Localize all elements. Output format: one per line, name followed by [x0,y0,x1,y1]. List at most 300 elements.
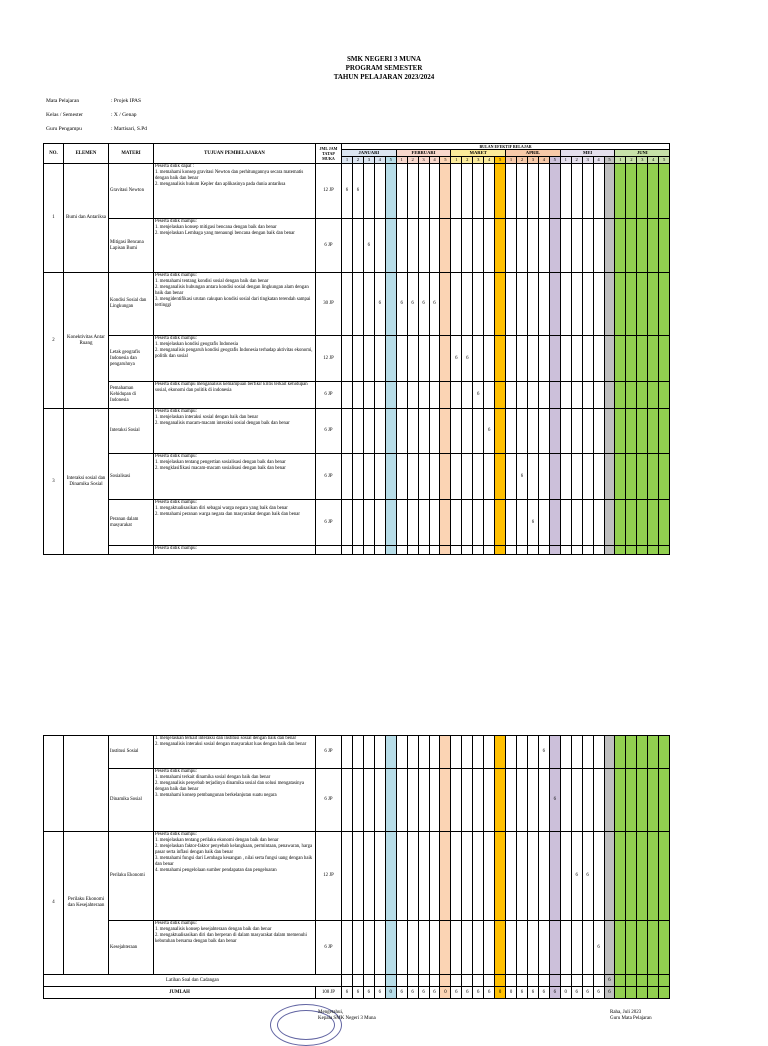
cell-jml-jam: 6 JP [316,500,342,546]
cell-week [407,409,418,454]
tujuan-line: 2. menganalisis pengaruh kondisi geografis Indonesia terhadap aktivitas ekonomi, politik dan sosial [155,348,313,359]
cell-week [648,454,659,500]
tujuan-line: 1. memahami terkait dinamika sosial dengan baik dan benar [155,775,271,780]
cell-week [440,546,451,555]
tujuan-line: Peserta didik mampu: [155,273,197,278]
cell-week [385,975,396,987]
tujuan-line: Peserta didik mampu: [155,336,197,341]
year-title: TAHUN PELAJARAN 2023/2024 [333,73,435,81]
cell-week [560,273,571,336]
cell-week [495,409,506,454]
cell-week [418,546,429,555]
cell-tujuan [154,921,316,975]
cell-week [473,975,484,987]
cell-week [440,409,451,454]
cell-week [440,336,451,382]
cell-week [538,975,549,987]
cell-week [451,500,462,546]
header-week: 5 [604,157,615,164]
cell-week [648,769,659,832]
cell-week: 6 [342,987,353,999]
cell-week [527,273,538,336]
cell-week [429,769,440,832]
document-page-2 [0,735,768,1024]
cell-week [418,336,429,382]
cell-week: 6 [473,987,484,999]
cell-week [582,409,593,454]
cell-jml-jam: 12 JP [316,336,342,382]
cell-week [549,546,560,555]
cell-week [626,975,637,987]
cell-week [538,336,549,382]
header-week: 5 [385,157,396,164]
cell-week [659,769,670,832]
cell-week [396,454,407,500]
cell-week [363,336,374,382]
cell-week [363,769,374,832]
cell-week [385,382,396,409]
cell-week [407,546,418,555]
cell-week: 6 [571,832,582,921]
header-week: 3 [473,157,484,164]
cell-week [495,336,506,382]
cell-week [396,382,407,409]
cell-week [407,500,418,546]
cell-week [560,546,571,555]
cell-week: 6 [517,987,528,999]
cell-week [363,382,374,409]
cell-materi: Gravitasi Newton [109,164,154,219]
cell-week [582,219,593,273]
footer-left-line1: Mengetahui, [318,1010,344,1015]
cell-week [626,832,637,921]
cell-week [451,975,462,987]
cell-tujuan [154,500,316,546]
cell-week [506,336,517,382]
tujuan-line: 2. menganalisis penyebab terjadinya dinamika sosial dan solusi mengatasinya dengan baik dan benar [155,781,305,792]
cell-week [418,736,429,769]
cell-week [538,921,549,975]
cell-week [659,546,670,555]
cell-week: 6 [582,987,593,999]
cell-week [637,336,648,382]
tujuan-line: 2. menganalisis macam-macam interaksi sosial dengan baik dan benar [155,421,290,426]
cell-week [626,382,637,409]
tujuan-line: 1. menjelaskan tentang perilaku ekonomi dengan baik dan benar [155,838,279,843]
cell-tujuan [154,454,316,500]
cell-week [593,164,604,219]
cell-week [593,219,604,273]
table-row [44,921,670,975]
cell-week [626,336,637,382]
cell-week [451,219,462,273]
cell-week [659,736,670,769]
tujuan-line: 3. mengidentifikasi urutan cakupan kondisi sosial dari tingkatan terendah sampai tertinggi [155,297,311,308]
cell-week [462,219,473,273]
cell-week [462,546,473,555]
cell-tujuan [154,382,316,409]
cell-week: 6 [418,987,429,999]
cell-week [385,500,396,546]
cell-week [396,336,407,382]
cell-week [440,273,451,336]
cell-week [495,832,506,921]
cell-week: 6 [549,987,560,999]
cell-week [385,832,396,921]
cell-week [648,921,659,975]
cell-week [560,336,571,382]
cell-week [484,921,495,975]
cell-week [615,546,626,555]
cell-week [363,546,374,555]
tujuan-line: 2. menganalisis hubungan antara kondisi sosial dengan lingkungan alam dengan baik dan benar [155,285,309,296]
cell-week [593,832,604,921]
cell-week [429,219,440,273]
cell-week: 0 [560,987,571,999]
tujuan-line: 1. mengaktualisasikan diri sebagai warga negara yang baik dan benar [155,506,288,511]
cell-week [593,975,604,987]
cell-week [615,832,626,921]
cell-week [484,164,495,219]
cell-week [626,409,637,454]
cell-week [648,409,659,454]
table-row [44,736,670,769]
cell-week [385,273,396,336]
cell-week [462,382,473,409]
cell-week [582,975,593,987]
cell-week [352,409,363,454]
cell-week: 0 [440,987,451,999]
cell-week [604,219,615,273]
cell-week [451,273,462,336]
cell-week: 6 [473,382,484,409]
cell-week: 6 [352,164,363,219]
jumlah-row [44,987,670,999]
cell-week [506,500,517,546]
cell-week [506,546,517,555]
cell-week [352,382,363,409]
cell-week [648,987,659,999]
cell-week [626,546,637,555]
cell-week [571,546,582,555]
cell-week [473,832,484,921]
cell-jml-jam: 6 JP [316,921,342,975]
cell-week [429,164,440,219]
cell-week [560,736,571,769]
cell-week [517,769,528,832]
cell-week [527,769,538,832]
cell-elemen [64,736,109,832]
cell-week [648,736,659,769]
cell-week [527,382,538,409]
cell-week: 6 [396,987,407,999]
cell-week [604,336,615,382]
cell-week [484,382,495,409]
cell-week [495,164,506,219]
cell-week [517,975,528,987]
cell-week [506,409,517,454]
cell-week [560,921,571,975]
cell-week [615,409,626,454]
cell-week [549,273,560,336]
cell-week [462,832,473,921]
cell-elemen: Bumi dan Antariksa [64,164,109,273]
cell-week [374,769,385,832]
meta-subject: Mata Pelajaran : Projek IPAS [46,98,142,104]
cell-week [527,164,538,219]
cell-week [352,832,363,921]
cell-week [342,382,353,409]
header-bulan-efektif: BULAN EFEKTIF BELAJAR [342,144,670,150]
cell-week: 6 [527,500,538,546]
cell-week [549,832,560,921]
table-row [44,409,670,454]
cell-week [527,975,538,987]
cell-week [593,500,604,546]
cell-week [615,975,626,987]
cell-week [648,975,659,987]
cell-week [385,921,396,975]
cell-materi: Mitigasi Bencana Lapisan Bumi [109,219,154,273]
latihan-label: Latihan Soal dan Cadangan [44,975,342,987]
cell-week [363,500,374,546]
cell-week: 6 [462,336,473,382]
cell-week [342,500,353,546]
cell-week [593,769,604,832]
cell-week [418,409,429,454]
cell-week [495,219,506,273]
tujuan-line: 2. menganalisis interaksi sosial dengan masyarakat luas dengan baik dan benar [155,742,307,747]
cell-week [407,336,418,382]
header-week: 3 [418,157,429,164]
tujuan-line: 2. menjelaskan Lembaga yang menaungi bencana dengan baik dan benar [155,231,295,236]
cell-week [407,164,418,219]
cell-week [396,832,407,921]
cell-week [604,273,615,336]
cell-week [451,736,462,769]
signature-left [318,1010,376,1022]
cell-week [527,219,538,273]
cell-week [396,975,407,987]
cell-week [538,164,549,219]
cell-week [604,832,615,921]
cell-week [407,832,418,921]
cell-week: 6 [593,987,604,999]
cell-tujuan [154,273,316,336]
cell-week [637,975,648,987]
cell-week [659,382,670,409]
cell-week [506,921,517,975]
footer-right-line1: Raha, Juli 2023 [610,1010,642,1015]
cell-week [527,546,538,555]
cell-week [517,500,528,546]
cell-week [549,219,560,273]
cell-week [506,219,517,273]
tujuan-line: 1. menganalisis konsep kesejahteraan dengan baik dan benar [155,927,272,932]
tujuan-line: 1. menjelaskan tentang pengertian sosialisasi dengan baik dan benar [155,460,286,465]
cell-week [374,219,385,273]
tujuan-line: Peserta didik mampu: [155,219,197,224]
cell-jml-jam: 6 JP [316,454,342,500]
cell-week [527,832,538,921]
cell-week [571,921,582,975]
cell-week: 6 [484,409,495,454]
header-no: NO. [44,144,64,164]
cell-week [440,736,451,769]
cell-week [506,454,517,500]
cell-tujuan [154,769,316,832]
cell-week [626,500,637,546]
cell-week [484,832,495,921]
cell-week [659,500,670,546]
cell-week [462,769,473,832]
cell-week [626,454,637,500]
school-title: SMK NEGERI 3 MUNA [346,55,422,63]
cell-jml-jam [316,546,342,555]
cell-week [385,736,396,769]
cell-jml-jam: 12 JP [316,832,342,921]
cell-week [615,219,626,273]
tujuan-line: Peserta didik mampu: [155,409,197,414]
cell-week: 6 [374,987,385,999]
cell-week [440,832,451,921]
header-week: 4 [648,157,659,164]
cell-week [451,921,462,975]
cell-week [473,454,484,500]
header-week: 3 [582,157,593,164]
cell-week [429,409,440,454]
cell-week [648,500,659,546]
cell-week [462,409,473,454]
cell-week [659,921,670,975]
cell-week [517,546,528,555]
cell-week [571,736,582,769]
cell-week [506,975,517,987]
header-week: 3 [363,157,374,164]
header-week: 2 [407,157,418,164]
cell-week [527,336,538,382]
tujuan-line: 1. menjelaskan konsep mitigasi bencana dengan baik dan benar [155,225,277,230]
cell-week [582,736,593,769]
header-month: MARET [451,150,506,157]
cell-week [637,546,648,555]
cell-tujuan [154,409,316,454]
table-row [44,546,670,555]
cell-week [517,832,528,921]
cell-week [429,736,440,769]
cell-week [626,987,637,999]
cell-week [374,382,385,409]
cell-week [659,987,670,999]
cell-week [615,921,626,975]
table-row [44,336,670,382]
table-row [44,832,670,921]
cell-week [571,769,582,832]
cell-week [484,736,495,769]
cell-week [615,382,626,409]
cell-week [407,736,418,769]
cell-jml-jam: 12 JP [316,164,342,219]
cell-week [593,336,604,382]
tujuan-line: 2. mengaktualisasikan diri dan berperan di dalam masyarakat dalam memenuhi kebutuhan bersama dengan baik dan benar [155,933,307,944]
cell-week [517,382,528,409]
cell-week [593,409,604,454]
cell-week [342,736,353,769]
header-month: APRIL [506,150,561,157]
cell-week [429,336,440,382]
cell-week: 6 [374,273,385,336]
cell-week [473,769,484,832]
cell-week [582,382,593,409]
table-row [44,273,670,336]
header-week: 2 [517,157,528,164]
cell-week [517,336,528,382]
cell-materi: Perilaku Ekonomi [109,832,154,921]
program-table-page-1 [43,143,670,555]
cell-week [659,219,670,273]
cell-week [604,736,615,769]
tujuan-line: 2. menganalisis hukum Kepler dan aplikasinya pada dunia antariksa [155,182,286,187]
cell-week [659,975,670,987]
table-row [44,769,670,832]
header-week: 2 [352,157,363,164]
cell-week [637,219,648,273]
cell-no: 1 [44,164,64,273]
cell-week [560,164,571,219]
cell-week [429,454,440,500]
cell-week [363,164,374,219]
cell-week [637,921,648,975]
cell-week: 6 [396,273,407,336]
table-row [44,500,670,546]
cell-week [659,336,670,382]
jumlah-jml: 108 JP [316,987,342,999]
cell-week [615,273,626,336]
cell-week [659,273,670,336]
cell-week [604,546,615,555]
cell-materi [109,546,154,555]
cell-week [396,409,407,454]
cell-week [637,832,648,921]
cell-week [648,382,659,409]
cell-week [418,769,429,832]
cell-week [429,546,440,555]
cell-materi: Pemahaman Kehidupan di Indonesia [109,382,154,409]
cell-week [342,832,353,921]
cell-week [484,769,495,832]
cell-no [44,736,64,832]
cell-week [473,336,484,382]
cell-week [495,736,506,769]
header-month: JANUARI [342,150,397,157]
cell-week [538,219,549,273]
cell-week [342,454,353,500]
cell-week [615,164,626,219]
cell-week [648,336,659,382]
cell-week [615,500,626,546]
cell-week [527,736,538,769]
cell-week [571,975,582,987]
cell-week [549,921,560,975]
header-week: 4 [429,157,440,164]
cell-week [429,921,440,975]
cell-week [517,921,528,975]
cell-week [495,975,506,987]
cell-week [571,273,582,336]
cell-week [429,500,440,546]
cell-week [473,164,484,219]
cell-week [473,219,484,273]
